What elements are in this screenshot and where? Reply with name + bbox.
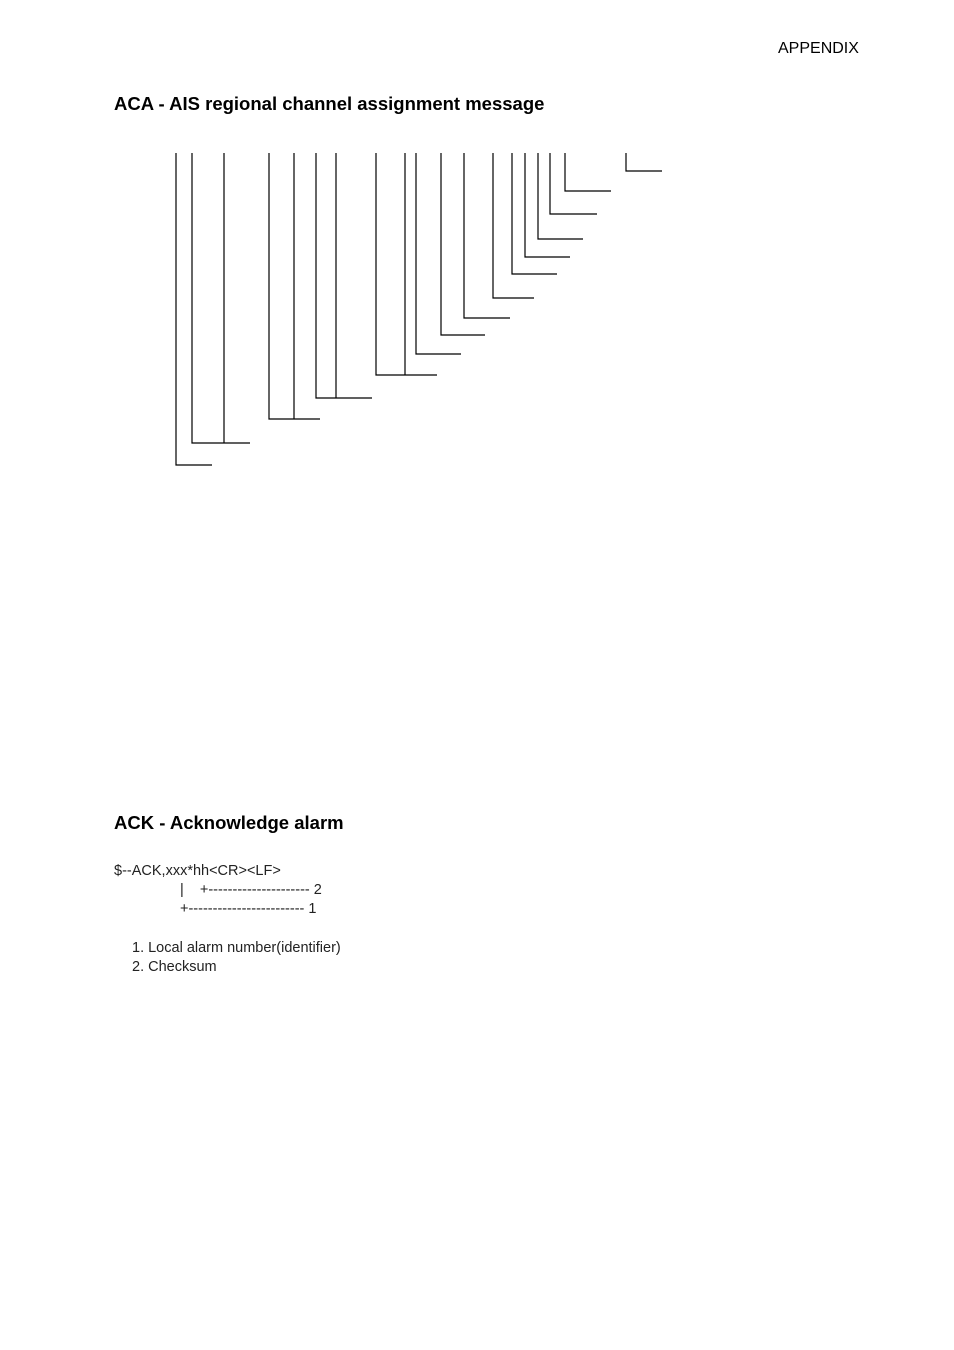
aca-section-title: ACA - AIS regional channel assignment message — [114, 93, 545, 114]
leader-line — [626, 153, 662, 171]
leader-line — [550, 153, 597, 214]
aca-field-diagram — [0, 0, 954, 500]
ack-sentence-format: $--ACK,xxx*hh<CR><LF> — [114, 863, 281, 879]
leader-line — [493, 153, 534, 298]
leader-line — [192, 153, 250, 443]
leader-line — [525, 153, 570, 257]
aca-diagram-leader-lines — [176, 153, 662, 465]
leader-line — [464, 153, 510, 318]
leader-line — [416, 153, 461, 354]
leader-line — [441, 153, 485, 335]
ack-section-title: ACK - Acknowledge alarm — [114, 812, 344, 833]
leader-line — [316, 153, 372, 398]
list-item: 1. Local alarm number(identifier) — [132, 940, 341, 956]
ack-field-leader-2: | +--------------------- 2 — [180, 882, 322, 898]
ack-field-leader-1: +------------------------ 1 — [180, 901, 317, 917]
leader-line — [538, 153, 583, 239]
leader-line — [376, 153, 437, 375]
leader-line — [176, 153, 212, 465]
list-item: 2. Checksum — [132, 959, 217, 975]
leader-line — [565, 153, 611, 191]
section-label: APPENDIX — [778, 40, 859, 57]
ack-field-list — [132, 939, 341, 977]
